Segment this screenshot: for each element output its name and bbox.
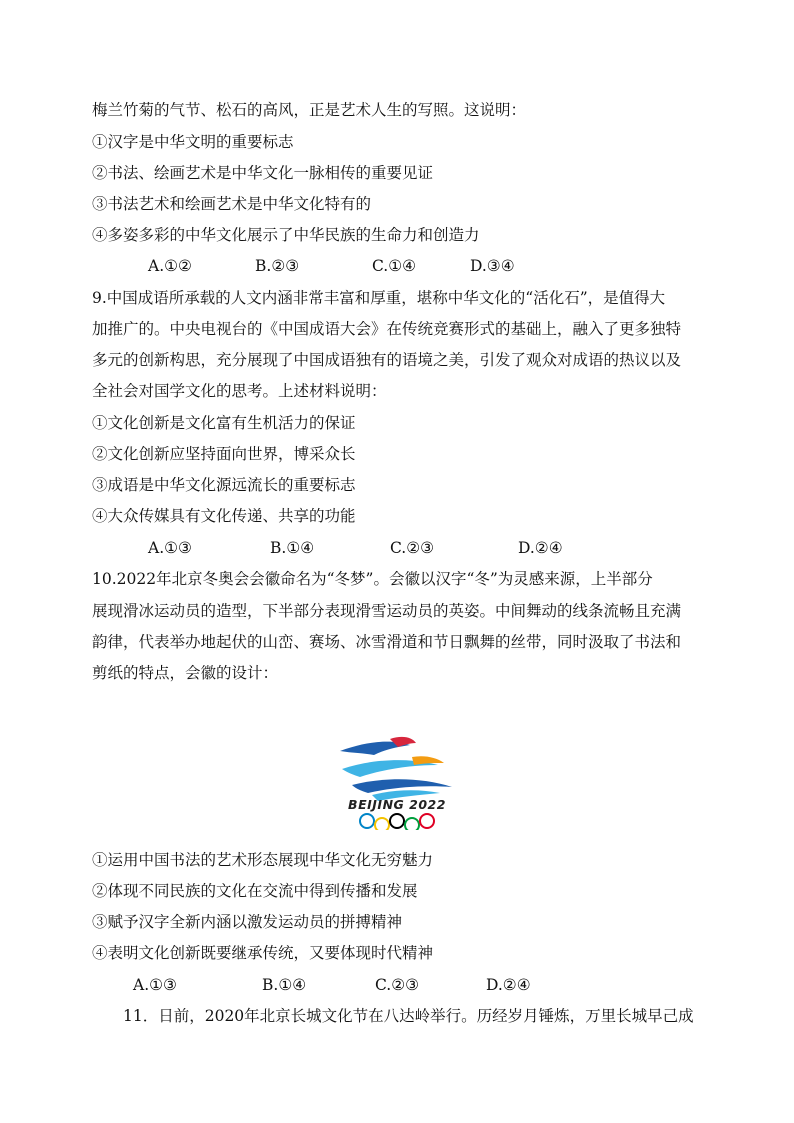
q9-choice-a: A.①③: [148, 539, 192, 557]
intro-choice-b: B.②③: [255, 257, 300, 275]
q10-choice-a: A.①③: [133, 976, 177, 994]
q10-choice-d: D.②④: [486, 976, 531, 994]
q9-stem-line-3: 多元的创新构思，充分展现了中国成语独有的语境之美，引发了观众对成语的热议以及: [92, 351, 682, 369]
q9-option-item-2: ②文化创新应坚持面向世界，博采众长: [92, 445, 356, 463]
q9-choice-d: D.②④: [518, 539, 563, 557]
olympic-ring-yellow: [375, 818, 389, 830]
intro-option-item-3: ③书法艺术和绘画艺术是中华文化特有的: [92, 195, 372, 213]
intro-choice-a: A.①②: [148, 257, 192, 275]
beijing-2022-emblem: [312, 735, 482, 830]
q10-choice-b: B.①④: [262, 976, 307, 994]
emblem-wordmark: BEIJING 2022: [348, 797, 446, 812]
olympic-ring-blue: [360, 814, 374, 828]
intro-option-item-4: ④多姿多彩的中华文化展示了中华民族的生命力和创造力: [92, 226, 480, 244]
q10-option-item-1: ①运用中国书法的艺术形态展现中华文化无穷魅力: [92, 851, 434, 869]
intro-choice-d: D.③④: [470, 257, 515, 275]
olympic-ring-black: [390, 814, 404, 828]
q11-stem-line-1: 11．日前，2020年北京长城文化节在八达岭举行。历经岁月锤炼，万里长城早己成: [123, 1007, 694, 1025]
q9-stem-line-2: 加推广的。中央电视台的《中国成语大会》在传统竞赛形式的基础上，融入了更多独特: [92, 320, 682, 338]
q10-option-item-3: ③赋予汉字全新内涵以激发运动员的拼搏精神: [92, 913, 403, 931]
intro-line-1: 梅兰竹菊的气节、松石的高风，正是艺术人生的写照。这说明：: [92, 101, 527, 119]
q9-stem-line-1: 9.中国成语所承载的人文内涵非常丰富和厚重，堪称中华文化的“活化石”，是值得大: [92, 289, 666, 307]
q9-option-item-3: ③成语是中华文化源远流长的重要标志: [92, 476, 356, 494]
q10-stem-line-2: 展现滑冰运动员的造型，下半部分表现滑雪运动员的英姿。中间舞动的线条流畅且充满: [92, 602, 682, 620]
q10-stem-line-1: 10.2022年北京冬奥会会徽命名为“冬梦”。会徽以汉字“冬”为灵感来源，上半部分: [92, 570, 653, 588]
q10-choice-c: C.②③: [375, 976, 420, 994]
q10-stem-line-4: 剪纸的特点，会徽的设计：: [92, 664, 279, 682]
olympic-ring-green: [405, 818, 419, 830]
q9-choice-c: C.②③: [390, 539, 435, 557]
q9-option-item-1: ①文化创新是文化富有生机活力的保证: [92, 414, 356, 432]
q9-choice-b: B.①④: [270, 539, 315, 557]
olympic-ring-red: [420, 814, 434, 828]
q10-stem-line-3: 韵律，代表举办地起伏的山峦、赛场、冰雪滑道和节日飘舞的丝带，同时汲取了书法和: [92, 633, 682, 651]
intro-option-item-1: ①汉字是中华文明的重要标志: [92, 133, 294, 151]
q10-option-item-4: ④表明文化创新既要继承传统，又要体现时代精神: [92, 944, 434, 962]
q9-option-item-4: ④大众传媒具有文化传递、共享的功能: [92, 507, 356, 525]
intro-option-item-2: ②书法、绘画艺术是中华文化一脉相传的重要见证: [92, 164, 434, 182]
q9-stem-line-4: 全社会对国学文化的思考。上述材料说明：: [92, 382, 387, 400]
q10-option-item-2: ②体现不同民族的文化在交流中得到传播和发展: [92, 882, 418, 900]
intro-choice-c: C.①④: [372, 257, 417, 275]
emblem-graphic: [312, 735, 482, 830]
